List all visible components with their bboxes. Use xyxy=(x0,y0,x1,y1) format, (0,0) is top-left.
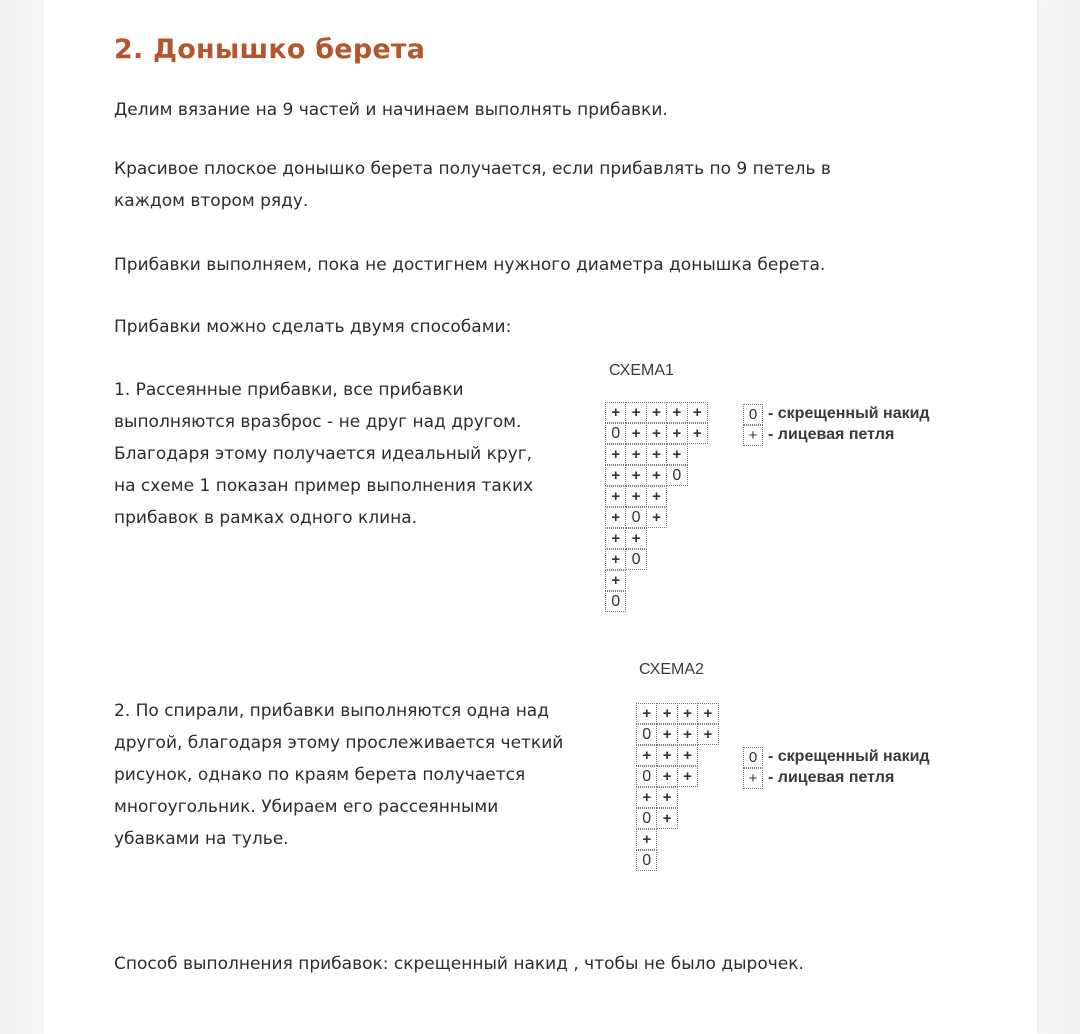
schema-row xyxy=(605,507,707,528)
knit-stitch-cell: + xyxy=(646,486,667,507)
knit-stitch-cell: + xyxy=(677,766,698,787)
knit-stitch-cell: + xyxy=(605,402,626,423)
knit-stitch-cell: + xyxy=(656,724,677,745)
legend-symbol: 0 xyxy=(743,404,763,425)
legend-row-knit-stitch xyxy=(743,424,930,445)
schema-row xyxy=(636,787,718,808)
knit-stitch-cell: + xyxy=(605,570,626,591)
knit-stitch-cell: + xyxy=(625,465,646,486)
crossed-yarn-over-cell: 0 xyxy=(636,808,657,829)
knit-stitch-cell: + xyxy=(697,724,718,745)
knit-stitch-cell: + xyxy=(677,745,698,766)
paragraph-intro: Делим вязание на 9 частей и начинаем выполнять прибавки. xyxy=(114,100,668,120)
schema-row xyxy=(605,465,707,486)
schema-row xyxy=(636,745,718,766)
knit-stitch-cell: + xyxy=(666,444,687,465)
schema-row xyxy=(636,829,718,850)
knit-stitch-cell: + xyxy=(656,787,677,808)
paragraph-technique: Способ выполнения прибавок: скрещенный накид , чтобы не было дырочек. xyxy=(114,954,804,974)
schema-1-title: СХЕМА1 xyxy=(609,362,674,379)
knit-stitch-cell: + xyxy=(646,423,667,444)
text-line: убавками на тулье. xyxy=(114,829,289,849)
paragraph-method-1 xyxy=(114,374,533,534)
knit-stitch-cell: + xyxy=(625,423,646,444)
paragraph-method-2 xyxy=(114,695,563,855)
schema-2-grid xyxy=(636,703,718,871)
schema-2-title: СХЕМА2 xyxy=(639,661,704,678)
paragraph-flat-bottom xyxy=(114,153,831,217)
schema-row xyxy=(605,528,707,549)
text-line: Благодаря этому получается идеальный круг, xyxy=(114,444,533,464)
crossed-yarn-over-cell: 0 xyxy=(666,465,687,486)
schema-2-legend xyxy=(743,746,930,788)
knit-stitch-cell: + xyxy=(677,703,698,724)
knit-stitch-cell: + xyxy=(666,402,687,423)
knit-stitch-cell: + xyxy=(646,507,667,528)
legend-row-knit-stitch xyxy=(743,767,930,788)
text-line: на схеме 1 показан пример выполнения таких xyxy=(114,476,534,496)
paragraph-two-methods: Прибавки можно сделать двумя способами: xyxy=(114,317,512,337)
knit-stitch-cell: + xyxy=(646,465,667,486)
text-line: рисунок, однако по краям берета получается xyxy=(114,765,526,785)
schema-row xyxy=(636,766,718,787)
legend-text: - скрещенный накид xyxy=(768,747,930,765)
knit-stitch-cell: + xyxy=(605,549,626,570)
crossed-yarn-over-cell: 0 xyxy=(605,591,626,612)
knit-stitch-cell: + xyxy=(636,787,657,808)
legend-text: - скрещенный накид xyxy=(768,404,930,422)
text-line: 1. Рассеянные прибавки, все прибавки xyxy=(114,380,464,400)
knit-stitch-cell: + xyxy=(687,402,708,423)
text-line: другой, благодаря этому прослеживается четкий xyxy=(114,733,564,753)
legend-text: - лицевая петля xyxy=(768,425,895,443)
legend-symbol: 0 xyxy=(743,747,763,768)
crossed-yarn-over-cell: 0 xyxy=(636,850,657,871)
schema-1-grid xyxy=(605,402,707,612)
knit-stitch-cell: + xyxy=(625,528,646,549)
text-line: Красивое плоское донышко берета получается, если прибавлять по 9 петель в xyxy=(114,159,831,179)
knit-stitch-cell: + xyxy=(656,808,677,829)
knit-stitch-cell: + xyxy=(625,444,646,465)
knit-stitch-cell: + xyxy=(636,703,657,724)
schema-1-legend xyxy=(743,403,930,445)
crossed-yarn-over-cell: 0 xyxy=(625,549,646,570)
legend-symbol: + xyxy=(743,768,763,789)
knit-stitch-cell: + xyxy=(677,724,698,745)
text-line: прибавок в рамках одного клина. xyxy=(114,508,418,528)
schema-row xyxy=(636,808,718,829)
schema-row xyxy=(605,549,707,570)
knit-stitch-cell: + xyxy=(666,423,687,444)
knit-stitch-cell: + xyxy=(605,507,626,528)
knit-stitch-cell: + xyxy=(605,486,626,507)
knit-stitch-cell: + xyxy=(687,423,708,444)
text-line: 2. По спирали, прибавки выполняются одна над xyxy=(114,701,549,721)
section-title: 2. Донышко берета xyxy=(114,34,426,65)
knit-stitch-cell: + xyxy=(656,703,677,724)
text-line: многоугольник. Убираем его рассеянными xyxy=(114,797,499,817)
knit-stitch-cell: + xyxy=(636,745,657,766)
knit-stitch-cell: + xyxy=(625,402,646,423)
legend-row-crossed-yarn-over xyxy=(743,746,930,767)
text-line: выполняются вразброс - не друг над другом. xyxy=(114,412,522,432)
schema-row xyxy=(605,591,707,612)
schema-row xyxy=(636,724,718,745)
legend-symbol: + xyxy=(743,425,763,446)
schema-row xyxy=(636,703,718,724)
paragraph-until-diameter: Прибавки выполняем, пока не достигнем нужного диаметра донышка берета. xyxy=(114,255,826,275)
schema-row xyxy=(605,402,707,423)
knit-stitch-cell: + xyxy=(646,402,667,423)
crossed-yarn-over-cell: 0 xyxy=(636,724,657,745)
schema-row xyxy=(605,486,707,507)
knit-stitch-cell: + xyxy=(605,444,626,465)
knit-stitch-cell: + xyxy=(605,465,626,486)
knit-stitch-cell: + xyxy=(625,486,646,507)
crossed-yarn-over-cell: 0 xyxy=(605,423,626,444)
legend-text: - лицевая петля xyxy=(768,768,895,786)
crossed-yarn-over-cell: 0 xyxy=(636,766,657,787)
knit-stitch-cell: + xyxy=(646,444,667,465)
schema-row xyxy=(605,444,707,465)
knit-stitch-cell: + xyxy=(605,528,626,549)
schema-row xyxy=(605,423,707,444)
knit-stitch-cell: + xyxy=(697,703,718,724)
schema-row xyxy=(605,570,707,591)
knit-stitch-cell: + xyxy=(636,829,657,850)
legend-row-crossed-yarn-over xyxy=(743,403,930,424)
crossed-yarn-over-cell: 0 xyxy=(625,507,646,528)
schema-row xyxy=(636,850,718,871)
knit-stitch-cell: + xyxy=(656,766,677,787)
text-line: каждом втором ряду. xyxy=(114,191,309,211)
knit-stitch-cell: + xyxy=(656,745,677,766)
